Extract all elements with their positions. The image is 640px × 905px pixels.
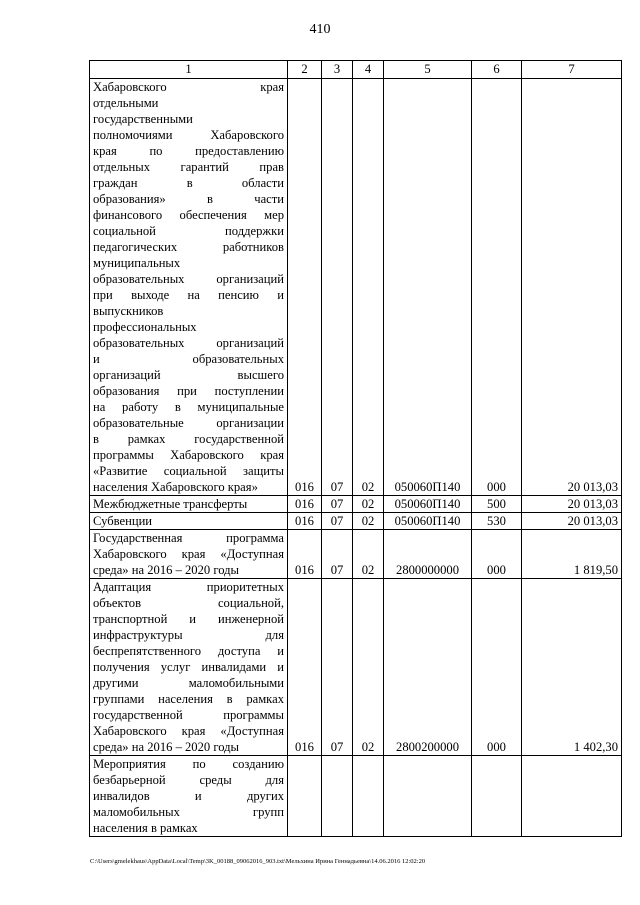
column-header-3: 3 [322,61,353,79]
col-2-value: 016 [288,79,322,496]
col-4-value [353,756,384,837]
row-name-line: инфраструктуры для [93,628,284,642]
table-row [90,496,622,513]
col-7-value: 20 013,03 [522,496,622,513]
table-row [90,79,622,496]
row-name [90,79,288,496]
row-name-line: в рамках государственной [93,432,284,446]
column-header-5: 5 [384,61,472,79]
row-name [90,579,288,756]
col-5-value: 050060П140 [384,513,472,530]
row-name-line: Субвенции [93,514,153,528]
row-name-line: образовательные организации [93,416,284,430]
row-name-line: при выходе на пенсию и [93,288,284,302]
table-row [90,756,622,837]
col-6-value: 000 [472,79,522,496]
row-name-line: муниципальных [93,256,181,270]
col-5-value: 2800000000 [384,530,472,579]
col-7-value [522,756,622,837]
row-name-line: полномочиями Хабаровского [93,128,284,142]
column-header-2: 2 [288,61,322,79]
col-5-value: 2800200000 [384,579,472,756]
row-name-line: Мероприятия по созданию [93,757,284,771]
row-name-line: транспортной и инженерной [93,612,284,626]
row-name-line: населения в рамках [93,821,198,835]
col-2-value: 016 [288,530,322,579]
row-name-line: отдельными [93,96,159,110]
row-name-line: Адаптация приоритетных [93,580,284,594]
row-name-line: и образовательных [93,352,284,366]
row-name-line: Государственная программа [93,531,284,545]
row-name-line: края по предоставлению [93,144,284,158]
page-number: 410 [309,22,331,37]
col-6-value: 530 [472,513,522,530]
col-2-value: 016 [288,496,322,513]
row-name-line: организаций высшего [93,368,284,382]
column-header-1: 1 [90,61,288,79]
row-name-line: образовательных организаций [93,336,284,350]
column-header-7: 7 [522,61,622,79]
row-name-line: образования при поступлении [93,384,284,398]
row-name-line: среда» на 2016 – 2020 годы [93,563,240,577]
row-name-line: образовательных организаций [93,272,284,286]
table-row [90,530,622,579]
col-7-value: 20 013,03 [522,513,622,530]
col-6-value: 500 [472,496,522,513]
col-3-value: 07 [322,530,353,579]
row-name [90,513,288,530]
row-name-line: отдельных гарантий прав [93,160,284,174]
row-name-line: Хабаровского края «Доступная [93,724,284,738]
row-name [90,756,288,837]
table-row [90,579,622,756]
row-name-line: населения Хабаровского края» [93,480,258,494]
col-2-value: 016 [288,513,322,530]
table-header-row [90,61,622,79]
column-header-6: 6 [472,61,522,79]
row-name-line: «Развитие социальной защиты [93,464,284,478]
row-name-line: педагогических работников [93,240,284,254]
col-4-value: 02 [353,79,384,496]
row-name [90,530,288,579]
row-name-line: профессиональных [93,320,197,334]
row-name-line: инвалидов и других [93,789,284,803]
col-6-value [472,756,522,837]
table-row [90,513,622,530]
col-2-value [288,756,322,837]
col-3-value: 07 [322,79,353,496]
col-5-value: 050060П140 [384,496,472,513]
col-3-value [322,756,353,837]
row-name-line: социальной поддержки [93,224,284,238]
row-name-line: объектов социальной, [93,596,284,610]
col-2-value: 016 [288,579,322,756]
row-name-line: среда» на 2016 – 2020 годы [93,740,240,754]
col-7-value: 1 819,50 [522,530,622,579]
row-name-line: государственными [93,112,193,126]
row-name-line: на работу в муниципальные [93,400,284,414]
row-name-line: Хабаровского края [93,80,284,94]
row-name-line: Межбюджетные трансферты [93,497,248,511]
row-name-line: граждан в области [93,176,284,190]
col-3-value: 07 [322,513,353,530]
file-path-footer: C:\Users\gmelekhaus\AppData\Local\Temp\3K_00188_09062016_903.txt\Мельхина Ирина Геннадьевна\14.06.2016 12:02:20 [90,858,426,865]
col-3-value: 07 [322,579,353,756]
row-name-line: маломобильных групп [93,805,284,819]
col-6-value: 000 [472,579,522,756]
row-name-line: образования» в части [93,192,284,206]
row-name-line: беспрепятственного доступа и [93,644,284,658]
row-name-line: другими маломобильными [93,676,284,690]
row-name-line: финансового обеспечения мер [93,208,284,222]
row-name-line: Хабаровского края «Доступная [93,547,284,561]
row-name-line: получения услуг инвалидами и [93,660,284,674]
col-6-value: 000 [472,530,522,579]
col-3-value: 07 [322,496,353,513]
row-name-line: группами населения в рамках [93,692,284,706]
col-4-value: 02 [353,513,384,530]
col-7-value: 1 402,30 [522,579,622,756]
row-name-line: безбарьерной среды для [93,773,284,787]
row-name-line: выпускников [93,304,164,318]
row-name-line: государственной программы [93,708,284,722]
col-4-value: 02 [353,496,384,513]
col-5-value: 050060П140 [384,79,472,496]
column-header-4: 4 [353,61,384,79]
row-name-line: программы Хабаровского края [93,448,284,462]
row-name [90,496,288,513]
col-5-value [384,756,472,837]
col-4-value: 02 [353,579,384,756]
budget-table [89,60,622,837]
col-7-value: 20 013,03 [522,79,622,496]
col-4-value: 02 [353,530,384,579]
